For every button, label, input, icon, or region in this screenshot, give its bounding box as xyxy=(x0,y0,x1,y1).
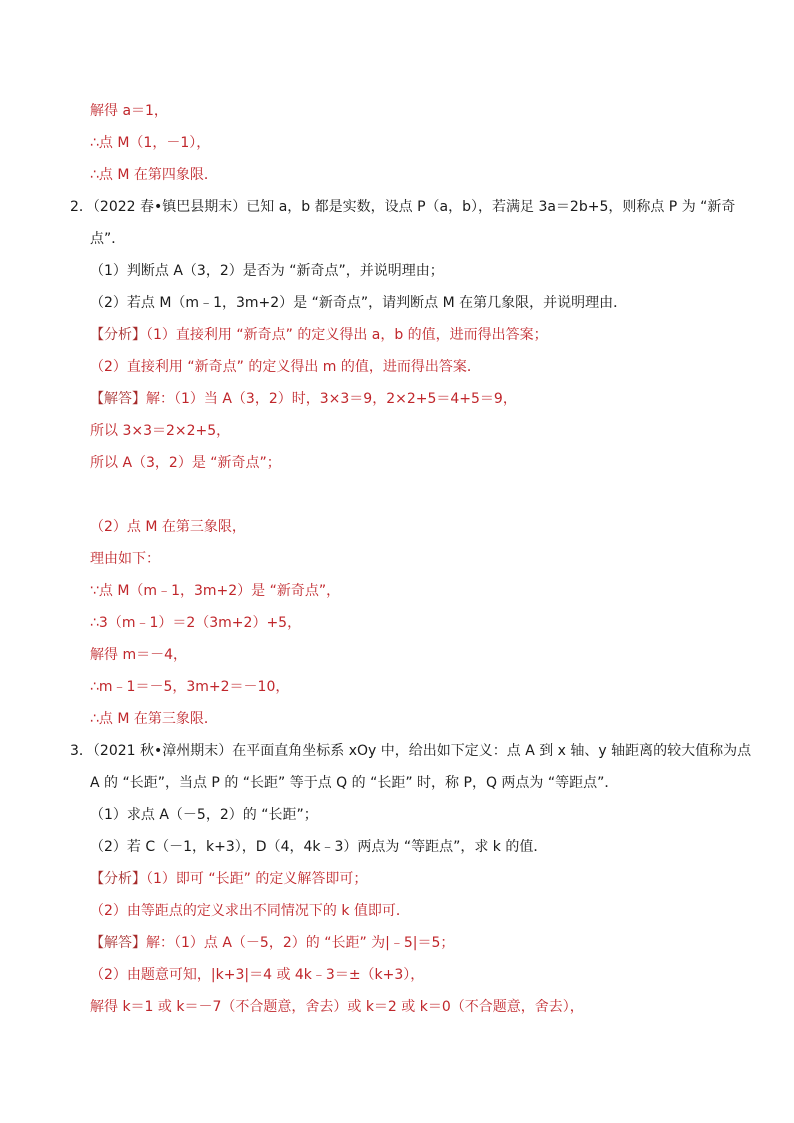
answer-text: 解：（1）点 A（－5，2）的 “长距” 为|﹣5|＝5； xyxy=(146,935,455,951)
question-text: 在平面直角坐标系 xOy 中，给出如下定义：点 A 到 x 轴、y 轴距离的较大值称为点 xyxy=(232,743,752,759)
solution-line: ∴点 M 在第四象限． xyxy=(90,167,218,183)
answer-line: 解得 k＝1 或 k＝－7（不合题意，舍去）或 k＝2 或 k＝0（不合题意，舍去）， xyxy=(90,999,584,1015)
question-3-stem xyxy=(70,741,751,761)
answer-line: ∴3（m﹣1）＝2（3m+2）+5， xyxy=(90,615,302,631)
analysis-text: （1）即可 “长距” 的定义解答即可； xyxy=(146,871,368,887)
analysis-line: （2）由等距点的定义求出不同情况下的 k 值即可． xyxy=(90,903,410,919)
answer-line: ∴m﹣1＝－5，3m+2＝－10， xyxy=(90,679,290,695)
answer-text: 解：（1）当 A（3，2）时，3×3＝9，2×2+5＝4+5＝9， xyxy=(146,391,517,407)
answer-line: 所以 A（3，2）是 “新奇点”； xyxy=(90,455,281,471)
analysis-tag: 【分析】 xyxy=(90,327,146,343)
analysis-line: （2）直接利用 “新奇点” 的定义得出 m 的值，进而得出答案． xyxy=(90,359,481,375)
analysis-line xyxy=(90,869,367,889)
question-text: A 的 “长距”，当点 P 的 “长距” 等于点 Q 的 “长距” 时，称 P，Q 两点为 “等距点”． xyxy=(90,775,619,791)
question-number: 2． xyxy=(70,199,93,215)
question-part: （2）若点 M（m﹣1，3m+2）是 “新奇点”，请判断点 M 在第几象限，并说明理由． xyxy=(90,295,628,311)
answer-tag: 【解答】 xyxy=(90,935,146,951)
answer-line: （2）由题意可知，|k+3|＝4 或 4k﹣3＝±（k+3）， xyxy=(90,967,425,983)
analysis-line xyxy=(90,325,548,345)
answer-line xyxy=(90,389,517,409)
question-source: （2022 春•镇巴县期末） xyxy=(92,199,247,215)
question-text: 已知 a，b 都是实数，设点 P（a，b），若满足 3a＝2b+5，则称点 P 为 “新奇 xyxy=(246,199,736,215)
question-text: 点”． xyxy=(90,231,126,247)
solution-line: ∴点 M（1，－1）， xyxy=(90,135,211,151)
analysis-text: （1）直接利用 “新奇点” 的定义得出 a，b 的值，进而得出答案； xyxy=(146,327,548,343)
analysis-tag: 【分析】 xyxy=(90,871,146,887)
answer-line: 解得 m＝－4， xyxy=(90,647,187,663)
answer-line xyxy=(90,933,454,953)
answer-line: 所以 3×3＝2×2+5， xyxy=(90,423,231,439)
answer-line: ∵点 M（m﹣1，3m+2）是 “新奇点”， xyxy=(90,583,341,599)
question-part: （2）若 C（－1，k+3），D（4，4k﹣3）两点为 “等距点”，求 k 的值． xyxy=(90,839,548,855)
question-part: （1）判断点 A（3，2）是否为 “新奇点”，并说明理由； xyxy=(90,263,444,279)
question-part: （1）求点 A（－5，2）的 “长距”； xyxy=(90,807,318,823)
question-number: 3． xyxy=(70,743,93,759)
answer-tag: 【解答】 xyxy=(90,391,146,407)
question-source: （2021 秋•漳州期末） xyxy=(92,743,233,759)
question-2-stem xyxy=(70,197,735,217)
answer-line: 理由如下： xyxy=(90,551,160,567)
answer-line: （2）点 M 在第三象限， xyxy=(90,519,246,535)
solution-line: 解得 a＝1， xyxy=(90,103,168,119)
answer-line: ∴点 M 在第三象限． xyxy=(90,711,218,727)
